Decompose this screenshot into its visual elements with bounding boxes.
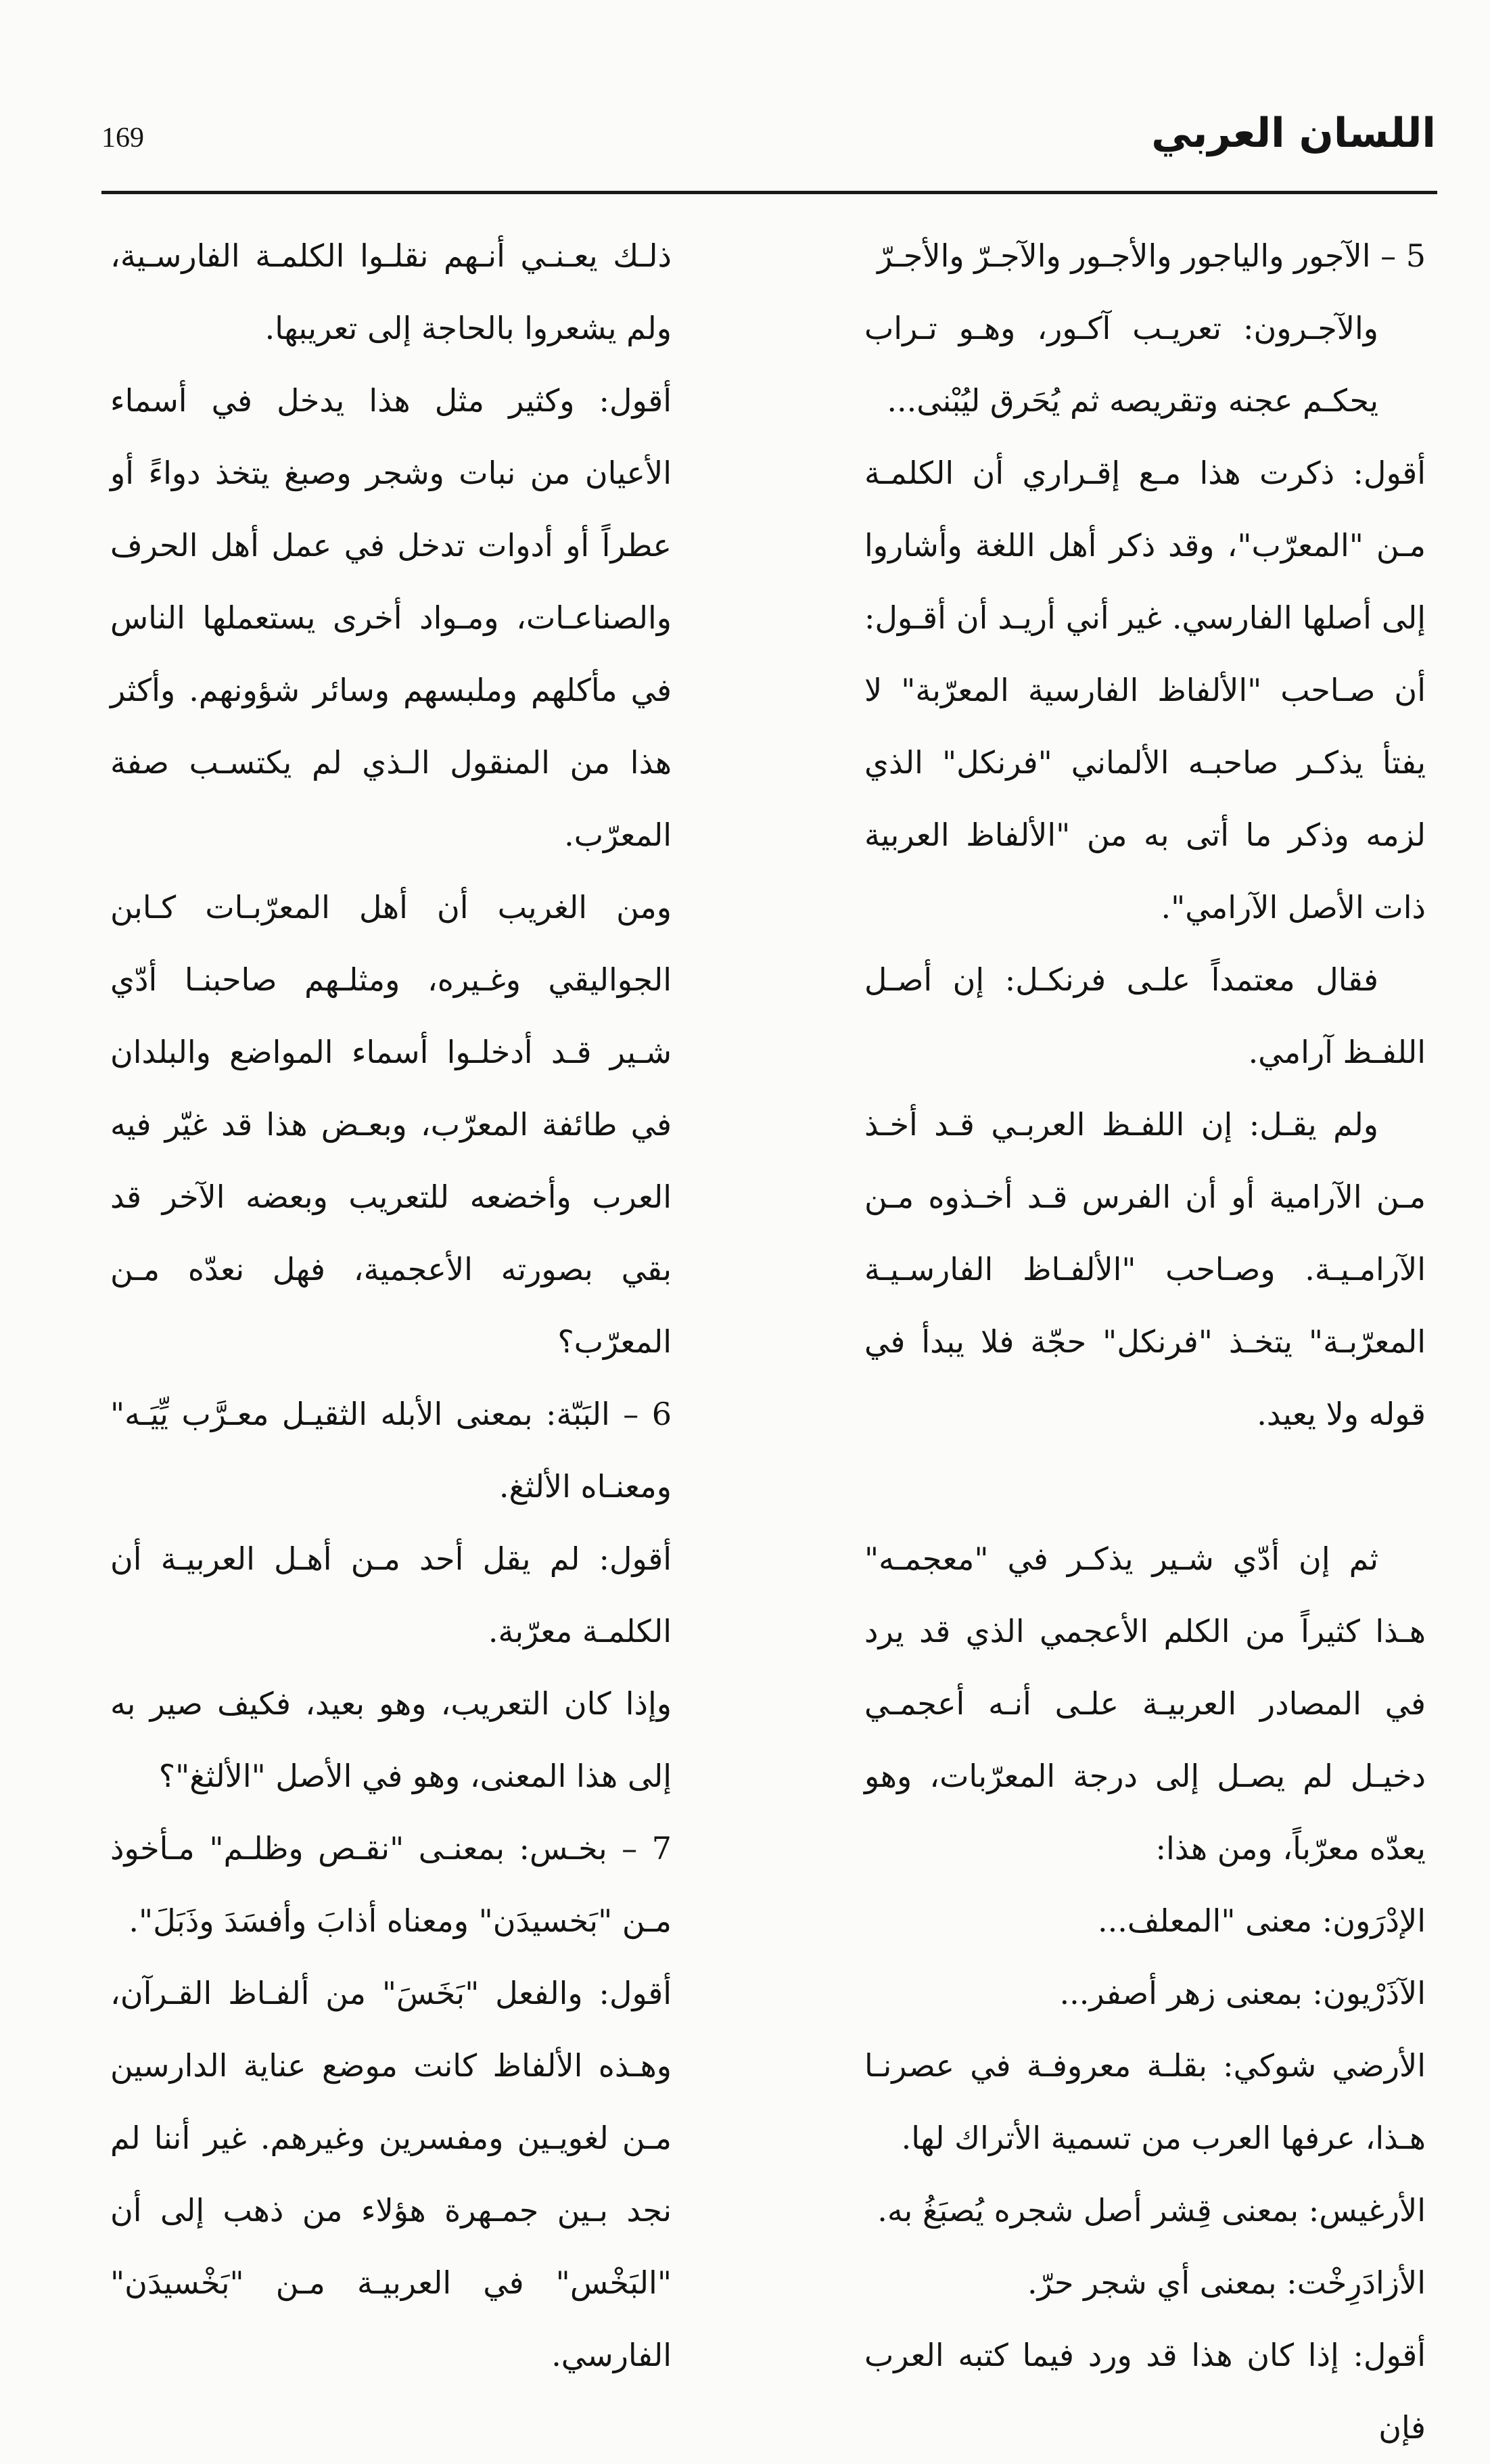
- right-column: [864, 220, 1426, 2446]
- paragraph: أقول: إذا كان هذا قد ورد فيما كتبه العرب فإن: [864, 2337, 1426, 2446]
- paragraph: فقال معتمداً علـى فرنكـل: إن أصـل اللفـظ آرامي.: [864, 961, 1426, 1070]
- paragraph: 5 – الآجور والياجور والأجـور والآجـرّ والأجـرّ: [877, 237, 1426, 274]
- paragraph: أقول: وكثير مثل هذا يدخل في أسماء الأعيان من نبات وشجر وصبغ يتخذ دواءً أو عطراً أو أدوات تدخل في عمل أهل الحرف والصناعـات، ومـواد أخرى يستعملها الناس في مأكلهم وملبسهم وسائر شؤونهم. وأكثر هذا من المنقول الـذي لم يكتسـب صفة المعرّب.: [110, 382, 672, 853]
- page-number: 169: [101, 122, 144, 154]
- paragraph: والآجـرون: تعريـب آكـور، وهـو تـراب يحكـم عجنه وتقريصه ثم يُحَرق ليُبْنى...: [864, 310, 1378, 419]
- paragraph: ثم إن أدّي شـير يذكـر في "معجمـه" هـذا كثيراً من الكلم الأعجمي الذي قد يرد في المصادر العربيـة علـى أنـه أعجمـي دخيـل لم يصـل إلى درجة المعرّبات، وهو يعدّه معرّباً، ومن هذا:: [864, 1541, 1426, 1867]
- paragraph: الآذَرْيون: بمعنى زهر أصفر...: [1059, 1975, 1426, 2011]
- paragraph: الأزادَرِخْت: بمعنى أي شجر حرّ.: [1027, 2264, 1426, 2301]
- header-rule: [101, 191, 1437, 194]
- left-column: [110, 220, 672, 2373]
- paragraph: ذلـك يعـنـي أنـهم نقلـوا الكلمـة الفارسـية، ولم يشعروا بالحاجة إلى تعريبها.: [110, 237, 672, 346]
- paragraph: أقول: ذكرت هذا مـع إقـراري أن الكلمـة مـن "المعرّب"، وقد ذكر أهل اللغة وأشاروا إلى أصلها الفارسي. غير أني أريـد أن أقـول: أن صـاحب "الألفاظ الفارسية المعرّبة" لا يفتأ يذكـر صاحبـه الألماني "فرنكل" الذي لزمه وذكر ما أتى به من "الألفاظ العربية ذات الأصل الآرامي".: [864, 455, 1426, 926]
- paragraph: ولم يقـل: إن اللفـظ العربـي قـد أخـذ مـن الآرامية أو أن الفرس قـد أخـذوه مـن الآرامـيـة. وصـاحب "الألفـاظ الفارسـيـة المعرّبـة" يتخـذ "فرنكل" حجّة فلا يبدأ في قوله ولا يعيد.: [864, 1106, 1426, 1432]
- paragraph: أقول: لم يقل أحد مـن أهـل العربيـة أن الكلمـة معرّبة.: [110, 1541, 672, 1649]
- paragraph-gap: [864, 1451, 1426, 1523]
- journal-masthead: اللسان العربي: [1151, 110, 1436, 157]
- paragraph: الأرغيس: بمعنى قِشر أصل شجره يُصبَغُ به.: [877, 2192, 1426, 2229]
- paragraph: الأرضي شوكي: بقلـة معروفـة في عصرنـا هـذا، عرفها العرب من تسمية الأتراك لها.: [864, 2047, 1426, 2156]
- paragraph: الإدْرَون: معنى "المعلف...: [1098, 1902, 1426, 1939]
- paragraph: 6 – البَبّة: بمعنى الأبله الثقيـل معـرَّب يِّيَـه" ومعنـاه الألثغ.: [110, 1396, 672, 1505]
- paragraph: وإذا كان التعريب، وهو بعيد، فكيف صير به إلى هذا المعنى، وهو في الأصل "الألثغ"؟: [110, 1685, 672, 1794]
- paragraph: 7 – بخـس: بمعنـى "نقـص وظلـم" مـأخوذ مـن "بَخسيدَن" ومعناه أذابَ وأفسَدَ وذَبَلَ".: [110, 1830, 672, 1939]
- paragraph: ومن الغريب أن أهل المعرّبـات كـابن الجواليقي وغـيره، ومثلـهم صاحبنـا أدّي شـير قـد أدخلـوا أسماء المواضع والبلدان في طائفة المعرّب، وبعـض هذا قد غيّر فيه العرب وأخضعه للتعريب وبعضه الآخر قد بقي بصورته الأعجمية، فهل نعدّه مـن المعرّب؟: [110, 889, 672, 1360]
- paragraph: أقول: والفعل "بَخَسَ" من ألفـاظ القـرآن، وهـذه الألفاظ كانت موضع عناية الدارسين مـن لغويـين ومفسرين وغيرهم. غير أننا لم نجد بـين جمـهرة هؤلاء من ذهب إلى أن "البَخْس" في العربيـة مـن "بَخْسيدَن" الفارسي.: [110, 1975, 672, 2373]
